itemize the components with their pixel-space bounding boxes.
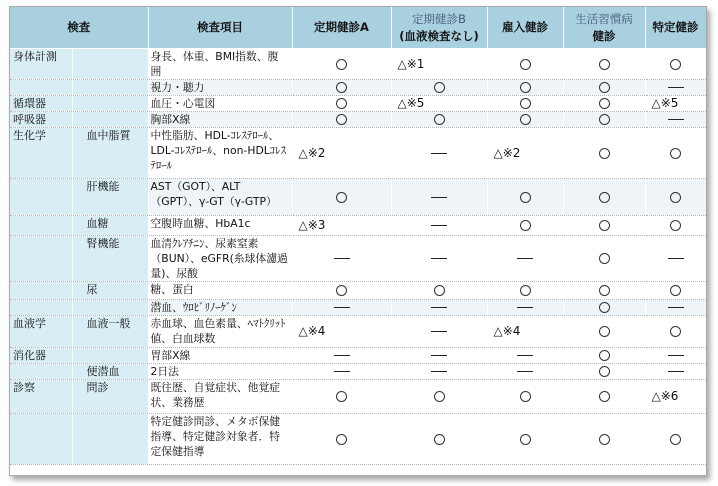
note-mark: △※4: [493, 324, 521, 338]
mark-cell: [391, 414, 487, 465]
subcategory-cell: 問診: [72, 380, 148, 414]
dash-icon: [517, 307, 533, 308]
mark-cell: [391, 364, 487, 380]
circle-icon: [670, 148, 681, 159]
table-row: [10, 300, 706, 316]
circle-icon: [520, 59, 531, 70]
exam-item-cell: 血圧・心電図: [148, 96, 292, 112]
mark-cell: [487, 414, 563, 465]
checkup-comparison-panel: [9, 6, 707, 476]
mark-cell: [292, 364, 391, 380]
circle-icon: [599, 350, 610, 361]
note-mark: △※1: [397, 56, 425, 71]
dash-icon: [431, 197, 447, 198]
circle-icon: [434, 285, 445, 296]
circle-icon: [599, 366, 610, 377]
mark-cell: [487, 348, 563, 364]
mark-cell: [563, 348, 645, 364]
subcategory-cell: [72, 300, 148, 316]
mark-cell: [292, 96, 391, 112]
mark-cell: [292, 300, 391, 316]
mark-cell: [645, 282, 706, 300]
circle-icon: [599, 114, 610, 125]
mark-cell: [292, 348, 391, 364]
circle-icon: [520, 220, 531, 231]
dash-icon: [431, 153, 447, 154]
table-row: [10, 80, 706, 96]
mark-cell: [563, 96, 645, 112]
mark-cell: [292, 380, 391, 414]
mark-cell: [563, 128, 645, 179]
circle-icon: [599, 192, 610, 203]
mark-cell: [391, 179, 487, 216]
mark-cell: [645, 364, 706, 380]
table-body: [10, 49, 706, 465]
dash-icon: [668, 87, 684, 88]
circle-icon: [599, 253, 610, 264]
dash-icon: [431, 331, 447, 332]
subcategory-cell: [72, 348, 148, 364]
mark-cell: [645, 348, 706, 364]
mark-cell: [487, 316, 563, 348]
category-cell: [10, 179, 72, 216]
mark-cell: [645, 380, 706, 414]
exam-item-cell: 糖、蛋白: [148, 282, 292, 300]
category-cell: [10, 216, 72, 236]
subcategory-cell: 血糖: [72, 216, 148, 236]
dash-icon: [668, 119, 684, 120]
mark-cell: [292, 282, 391, 300]
circle-icon: [336, 434, 347, 445]
mark-cell: [391, 282, 487, 300]
exam-item-cell: 2日法: [148, 364, 292, 380]
mark-cell: [487, 364, 563, 380]
mark-cell: [292, 216, 391, 236]
table-row: [10, 216, 706, 236]
header-periodic-b: 定期健診B (血液検査なし): [391, 7, 487, 49]
dash-icon: [334, 258, 350, 259]
mark-cell: [645, 236, 706, 282]
category-cell: 診察: [10, 380, 72, 414]
circle-icon: [520, 434, 531, 445]
dash-icon: [668, 307, 684, 308]
category-cell: 呼吸器: [10, 112, 72, 128]
mark-cell: [391, 49, 487, 80]
category-cell: [10, 282, 72, 300]
mark-cell: [487, 236, 563, 282]
mark-cell: [645, 80, 706, 96]
header-exam-items: 検査項目: [148, 7, 292, 49]
mark-cell: [487, 216, 563, 236]
circle-icon: [599, 302, 610, 313]
subcategory-cell: [72, 414, 148, 465]
mark-cell: [563, 112, 645, 128]
mark-cell: [391, 316, 487, 348]
exam-item-cell: 視力・聴力: [148, 80, 292, 96]
table-row: [10, 179, 706, 216]
mark-cell: [563, 216, 645, 236]
category-cell: [10, 414, 72, 465]
note-mark: △※4: [298, 324, 326, 338]
mark-cell: [645, 112, 706, 128]
exam-item-cell: 既往歴、自覚症状、他覚症状、業務歴: [148, 380, 292, 414]
category-cell: 血液学: [10, 316, 72, 348]
note-mark: △※5: [397, 96, 425, 110]
table-row: [10, 282, 706, 300]
mark-cell: [563, 414, 645, 465]
mark-cell: [645, 96, 706, 112]
mark-cell: [292, 316, 391, 348]
circle-icon: [434, 391, 445, 402]
mark-cell: [563, 236, 645, 282]
mark-cell: [487, 80, 563, 96]
dash-icon: [334, 355, 350, 356]
circle-icon: [434, 434, 445, 445]
mark-cell: [391, 96, 487, 112]
table-row: [10, 364, 706, 380]
mark-cell: [391, 236, 487, 282]
circle-icon: [336, 82, 347, 93]
header-exam: 検査: [10, 7, 148, 49]
mark-cell: [391, 216, 487, 236]
mark-cell: [563, 300, 645, 316]
circle-icon: [670, 434, 681, 445]
circle-icon: [520, 82, 531, 93]
category-cell: 生化学: [10, 128, 72, 179]
exam-item-cell: 潜血、ｳﾛﾋﾞﾘﾉｰｹﾞﾝ: [148, 300, 292, 316]
exam-item-cell: 血清ｸﾚｱﾁﾆﾝ、尿素窒素（BUN）、eGFR(糸球体濾過量)、尿酸: [148, 236, 292, 282]
mark-cell: [563, 282, 645, 300]
circle-icon: [336, 192, 347, 203]
mark-cell: [645, 216, 706, 236]
mark-cell: [645, 128, 706, 179]
dash-icon: [517, 355, 533, 356]
header-periodic-a: 定期健診A: [292, 7, 391, 49]
subcategory-cell: [72, 96, 148, 112]
mark-cell: [391, 128, 487, 179]
category-cell: 消化器: [10, 348, 72, 364]
circle-icon: [336, 59, 347, 70]
table-row: [10, 128, 706, 179]
exam-item-cell: 中性脂肪、HDL-ｺﾚｽﾃﾛｰﾙ、LDL-ｺﾚｽﾃﾛｰﾙ、non-HDLｺﾚｽﾃﾛｰﾙ: [148, 128, 292, 179]
circle-icon: [599, 59, 610, 70]
subcategory-cell: 肝機能: [72, 179, 148, 216]
subcategory-cell: 血中脂質: [72, 128, 148, 179]
dash-icon: [431, 355, 447, 356]
mark-cell: [292, 414, 391, 465]
mark-cell: [563, 80, 645, 96]
category-cell: [10, 80, 72, 96]
header-lifestyle: 生活習慣病 健診: [563, 7, 645, 49]
circle-icon: [434, 82, 445, 93]
circle-icon: [670, 326, 681, 337]
mark-cell: [391, 112, 487, 128]
dash-icon: [334, 307, 350, 308]
mark-cell: [391, 348, 487, 364]
circle-icon: [520, 98, 531, 109]
circle-icon: [599, 148, 610, 159]
category-cell: 循環器: [10, 96, 72, 112]
mark-cell: [391, 80, 487, 96]
circle-icon: [336, 391, 347, 402]
table-row: [10, 316, 706, 348]
mark-cell: [292, 49, 391, 80]
mark-cell: [292, 236, 391, 282]
subcategory-cell: [72, 112, 148, 128]
circle-icon: [599, 285, 610, 296]
dash-icon: [668, 355, 684, 356]
circle-icon: [599, 434, 610, 445]
mark-cell: [487, 282, 563, 300]
mark-cell: [563, 49, 645, 80]
mark-cell: [645, 300, 706, 316]
mark-cell: [563, 364, 645, 380]
dash-icon: [517, 371, 533, 372]
table-row: [10, 380, 706, 414]
mark-cell: [645, 179, 706, 216]
subcategory-cell: [72, 49, 148, 80]
circle-icon: [336, 98, 347, 109]
mark-cell: [487, 128, 563, 179]
mark-cell: [487, 49, 563, 80]
circle-icon: [670, 59, 681, 70]
circle-icon: [599, 220, 610, 231]
mark-cell: [292, 112, 391, 128]
header-hiring: 雇入健診: [487, 7, 563, 49]
exam-item-cell: 特定健診問診、メタボ保健指導、特定健診対象者．特定保健指導: [148, 414, 292, 465]
mark-cell: [645, 414, 706, 465]
circle-icon: [670, 192, 681, 203]
category-cell: [10, 236, 72, 282]
note-mark: △※2: [493, 145, 521, 160]
table-row: [10, 348, 706, 364]
mark-cell: [645, 49, 706, 80]
exam-item-cell: AST（GOT）、ALT（GPT）、γ-GT（γ-GTP）: [148, 179, 292, 216]
subcategory-cell: 尿: [72, 282, 148, 300]
category-cell: [10, 364, 72, 380]
circle-icon: [670, 285, 681, 296]
subcategory-cell: 血液一般: [72, 316, 148, 348]
circle-icon: [599, 98, 610, 109]
header-specific: 特定健診: [645, 7, 706, 49]
circle-icon: [520, 192, 531, 203]
table-row: [10, 96, 706, 112]
mark-cell: [487, 112, 563, 128]
mark-cell: [391, 380, 487, 414]
circle-icon: [670, 220, 681, 231]
mark-cell: [487, 96, 563, 112]
dash-icon: [431, 225, 447, 226]
category-cell: 身体計測: [10, 49, 72, 80]
exam-item-cell: 胃部X線: [148, 348, 292, 364]
dash-icon: [668, 371, 684, 372]
mark-cell: [563, 179, 645, 216]
header-row: [10, 7, 706, 49]
dash-icon: [431, 371, 447, 372]
circle-icon: [599, 82, 610, 93]
note-mark: △※3: [298, 218, 326, 232]
note-mark: △※5: [651, 96, 679, 110]
mark-cell: [563, 316, 645, 348]
category-cell: [10, 300, 72, 316]
circle-icon: [599, 326, 610, 337]
checkup-comparison-table: [10, 7, 707, 465]
exam-item-cell: 身長、体重、BMI指数、腹囲: [148, 49, 292, 80]
circle-icon: [336, 114, 347, 125]
table-row: [10, 112, 706, 128]
exam-item-cell: 胸部X線: [148, 112, 292, 128]
note-mark: △※2: [298, 145, 326, 160]
mark-cell: [487, 179, 563, 216]
mark-cell: [292, 80, 391, 96]
subcategory-cell: 便潜血: [72, 364, 148, 380]
mark-cell: [645, 316, 706, 348]
mark-cell: [391, 300, 487, 316]
mark-cell: [487, 300, 563, 316]
dash-icon: [517, 258, 533, 259]
circle-icon: [434, 114, 445, 125]
dash-icon: [431, 258, 447, 259]
dash-icon: [431, 307, 447, 308]
circle-icon: [520, 285, 531, 296]
dash-icon: [334, 371, 350, 372]
mark-cell: [292, 179, 391, 216]
table-row: [10, 236, 706, 282]
table-row: [10, 49, 706, 80]
note-mark: △※6: [651, 389, 679, 403]
circle-icon: [520, 391, 531, 402]
exam-item-cell: 赤血球、血色素量、ﾍﾏﾄｸﾘｯﾄ値、白血球数: [148, 316, 292, 348]
circle-icon: [336, 285, 347, 296]
mark-cell: [292, 128, 391, 179]
dash-icon: [668, 258, 684, 259]
mark-cell: [563, 380, 645, 414]
mark-cell: [487, 380, 563, 414]
subcategory-cell: 腎機能: [72, 236, 148, 282]
circle-icon: [520, 114, 531, 125]
table-row: [10, 414, 706, 465]
circle-icon: [599, 391, 610, 402]
subcategory-cell: [72, 80, 148, 96]
exam-item-cell: 空腹時血糖、HbA1c: [148, 216, 292, 236]
